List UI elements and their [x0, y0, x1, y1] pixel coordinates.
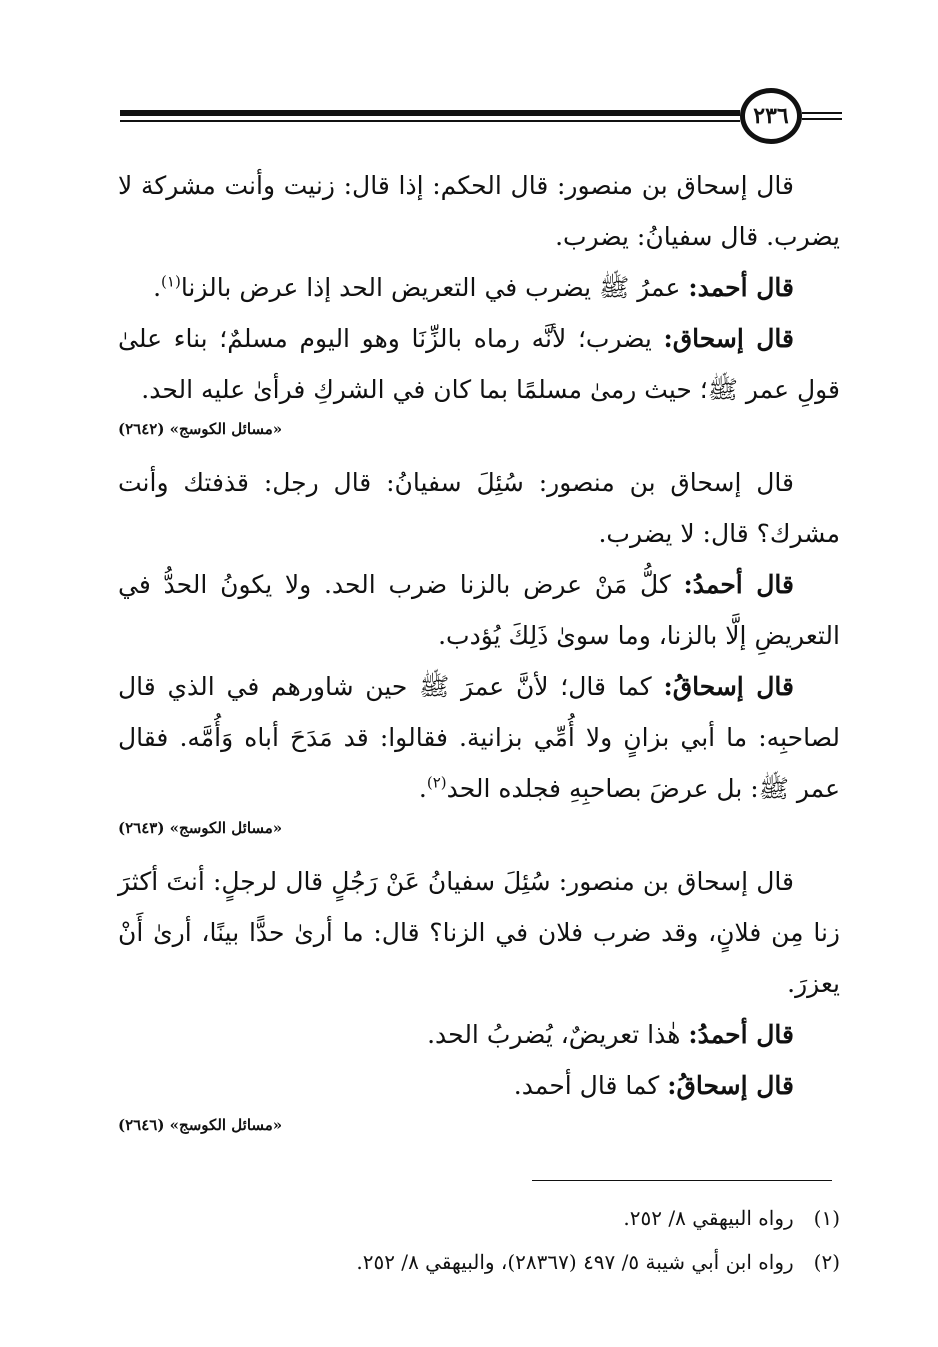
paragraph-end: . [418, 774, 427, 803]
footnote-number: (٢) [813, 1250, 840, 1274]
source-citation: «مسائل الكوسج» (٢٦٤٢) [118, 420, 283, 438]
footnote-ref: (١) [161, 272, 181, 291]
speaker-label: قال إسحاقُ: [663, 672, 794, 701]
header-rule [120, 104, 740, 126]
paragraph-text: قال إسحاق بن منصور: قال الحكم: إذا قال: زنيت وأنت مشركة لا يضرب. قال سفيانُ: يضرب. [118, 171, 840, 251]
header-rule-stub-lower [802, 118, 842, 120]
paragraph [118, 559, 840, 661]
footnote-separator [532, 1180, 832, 1181]
paragraph-text: يضرب؛ لأنَّه رماه بالزِّنَا وهو اليوم مسلمٌ؛ بناء علىٰ قولِ عمر ﷺ؛ حيث رمىٰ مسلمًا بما كان في الشركِ فرأىٰ عليه الحد. [118, 324, 840, 404]
footnote-number: (١) [813, 1206, 840, 1230]
paragraph-text: قال إسحاق بن منصور: سُئِلَ سفيانُ: قال رجل: قذفتك وأنت مشرك؟ قال: لا يضرب. [118, 468, 840, 548]
paragraph-text: هٰذا تعريضٌ، يُضربُ الحد. [427, 1020, 681, 1049]
footnotes [300, 1196, 840, 1284]
paragraph-end: . [153, 273, 162, 302]
paragraph-text: كما قال أحمد. [513, 1071, 660, 1100]
page-number: ٢٣٦ [740, 88, 802, 144]
footnote-ref: (٢) [426, 773, 447, 792]
speaker-label: قال أحمد: [688, 273, 794, 302]
header-rule-thin [120, 120, 740, 122]
speaker-label: قال أحمدُ: [688, 1020, 794, 1049]
paragraph-text: عمرُ ﷺ يضرب في التعريض الحد إذا عرض بالزنا [180, 273, 681, 302]
speaker-label: قال إسحاق: [663, 324, 794, 353]
footnote-text: رواه البيهقي ٨/ ٢٥٢. [623, 1206, 794, 1230]
footnote-text: رواه ابن أبي شيبة ٥/ ٤٩٧ (٢٨٣٦٧)، والبيهقي ٨/ ٢٥٢. [356, 1250, 794, 1274]
source-citation: «مسائل الكوسج» (٢٦٤٦) [118, 1116, 283, 1134]
speaker-label: قال أحمدُ: [683, 570, 794, 599]
header-rule-stub [802, 112, 842, 114]
paragraph [118, 160, 840, 262]
footnote [300, 1240, 840, 1284]
paragraph [118, 1060, 840, 1111]
paragraph [118, 1009, 840, 1060]
paragraph [118, 313, 840, 415]
header-rule-thick [120, 110, 740, 116]
footnote [300, 1196, 840, 1240]
speaker-label: قال إسحاقُ: [667, 1071, 794, 1100]
paragraph-text: قال إسحاق بن منصور: سُئِلَ سفيانُ عَنْ رَجُلٍ قال لرجلٍ: أنتَ أكثرَ زنا مِن فلانٍ، وقد ضرب فلان في الزنا؟ قال: ما أرىٰ حدًّا بينًا، أرىٰ أَنْ يعزرَ. [118, 867, 840, 998]
source-citation: «مسائل الكوسج» (٢٦٤٣) [118, 819, 283, 837]
paragraph [118, 262, 840, 313]
paragraph [118, 661, 840, 814]
paragraph-text: كما قال؛ لأنَّ عمرَ ﷺ حين شاورهم في الذي قال لصاحبِه: ما أبي بزانٍ ولا أُمِّي بزانية. فقالوا: قد مَدَحَ أباه وَأُمَّه. فقال عمر ﷺ: بل عرضَ بصاحبِهِ فجلده الحد [118, 672, 840, 803]
paragraph [118, 856, 840, 1009]
paragraph-text: كلُّ مَنْ عرض بالزنا ضرب الحد. ولا يكونُ الحدُّ في التعريضِ إلَّا بالزنا، وما سوىٰ ذَلِكَ يُؤدب. [118, 570, 840, 650]
page-body [118, 160, 840, 1153]
paragraph [118, 457, 840, 559]
